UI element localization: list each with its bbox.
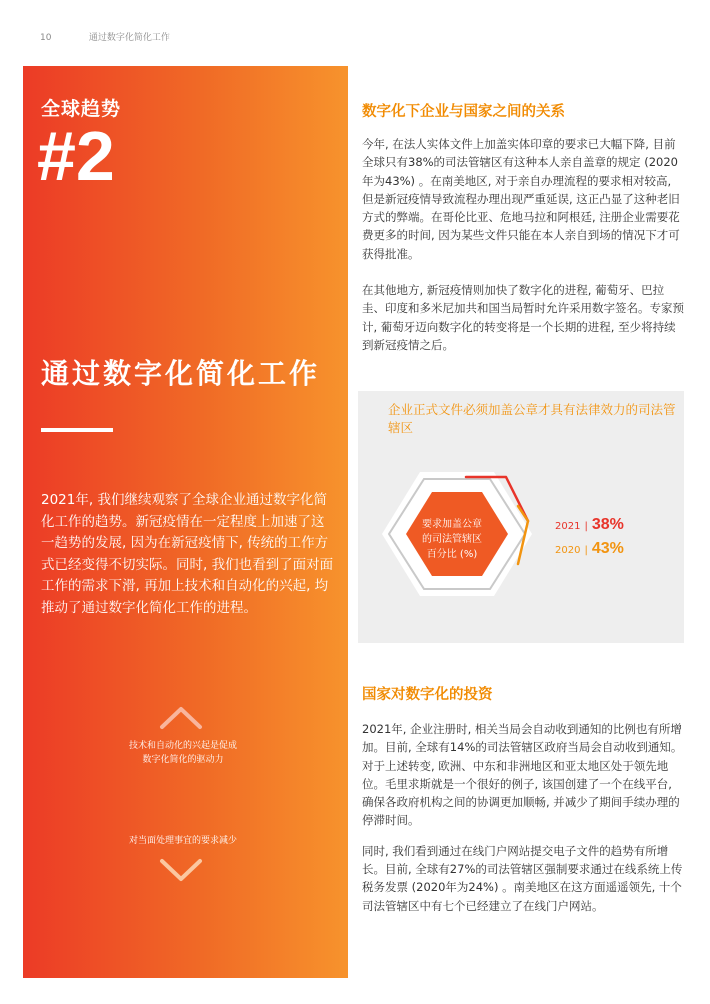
driver-down-text: 对当面处理事宜的要求减少: [128, 836, 237, 846]
stat-box-title: 企业正式文件必须加盖公章才具有法律效力的司法管辖区: [388, 402, 676, 435]
page-number: 10: [40, 33, 52, 43]
section-investment: [362, 683, 684, 915]
title-divider: [41, 428, 113, 432]
stat-separator: |: [584, 521, 588, 532]
section-paragraph: 今年, 在法人实体文件上加盖实体印章的要求已大幅下降, 目前全球只有38%的司法管辖区有这种本人亲自盖章的规定 (2020年为43%) 。在南美地区, 对于亲自办理流程的要求相对较高, 但是新冠疫情导致流程办理出现严重延误, 这正凸显了这种老旧方式的弊端。在哥伦比亚、危地马拉和阿根廷, 注册企业需要花费更多的时间, 因为某些文件只能在本人亲自到场的情况下才可获得批准。: [362, 137, 680, 261]
chevron-up-icon: [159, 704, 203, 730]
stat-value: 38%: [591, 516, 624, 533]
section-paragraph: 同时, 我们看到通过在线门户网站提交电子文件的趋势有所增长。目前, 全球有27%的司法管辖区强制要求通过在线系统上传税务发票 (2020年为24%) 。南美地区在这方面遥遥领先, 十个司法管辖区中有七个已经建立了在线门户网站。: [362, 843, 683, 913]
stat-box: [358, 391, 684, 643]
chevron-down-icon: [159, 858, 203, 884]
running-header: [40, 30, 170, 43]
stat-separator: |: [584, 545, 588, 556]
stat-year: 2021: [555, 521, 581, 532]
stat-row-2021: [555, 516, 624, 534]
section-relationship: [362, 100, 684, 354]
section-title: 数字化下企业与国家之间的关系: [362, 104, 565, 120]
hexagon-label: 要求加盖公章 的司法管辖区 百分比 (%): [422, 519, 482, 560]
section-title: 国家对数字化的投资: [362, 687, 493, 703]
trend-panel: [23, 66, 348, 978]
stat-row-2020: [555, 540, 624, 558]
section-paragraph: 2021年, 企业注册时, 相关当局会自动收到通知的比例也有所增加。目前, 全球有14%的司法管辖区政府当局会自动收到通知。对于上述转变, 欧洲、中东和非洲地区和亚太地区处于领先地位。毛里求斯就是一个很好的例子, 该国创建了一个在线平台, 确保各政府机构之间的协调更加顺畅, 并减少了期间手续办理的停滞时间。: [362, 722, 683, 828]
section-paragraph: 在其他地方, 新冠疫情则加快了数字化的进程, 葡萄牙、巴拉圭、印度和多米尼加共和国当局暂时允许采用数字签名。专家预计, 葡萄牙迈向数字化的转变将是一个长期的进程, 至少将持续到新冠疫情之后。: [362, 283, 684, 352]
panel-body: 2021年, 我们继续观察了全球企业通过数字化简化工作的趋势。新冠疫情在一定程度上加速了这一趋势的发展, 因为在新冠疫情下, 传统的工作方式已经变得不切实际。同时, 我们也看到了面对面工作的需求下滑, 再加上技术和自动化的兴起, 均推动了通过数字化简化工作的进程。: [41, 492, 334, 616]
stat-value: 43%: [591, 540, 624, 557]
running-title: 通过数字化简化工作: [88, 33, 170, 43]
driver-up-text: 技术和自动化的兴起是促成 数字化简化的驱动力: [128, 741, 237, 765]
trend-label: 全球趋势: [41, 98, 122, 120]
trend-number: #2: [37, 117, 115, 195]
panel-title: 通过数字化简化工作: [41, 357, 321, 390]
stat-year: 2020: [555, 545, 581, 556]
